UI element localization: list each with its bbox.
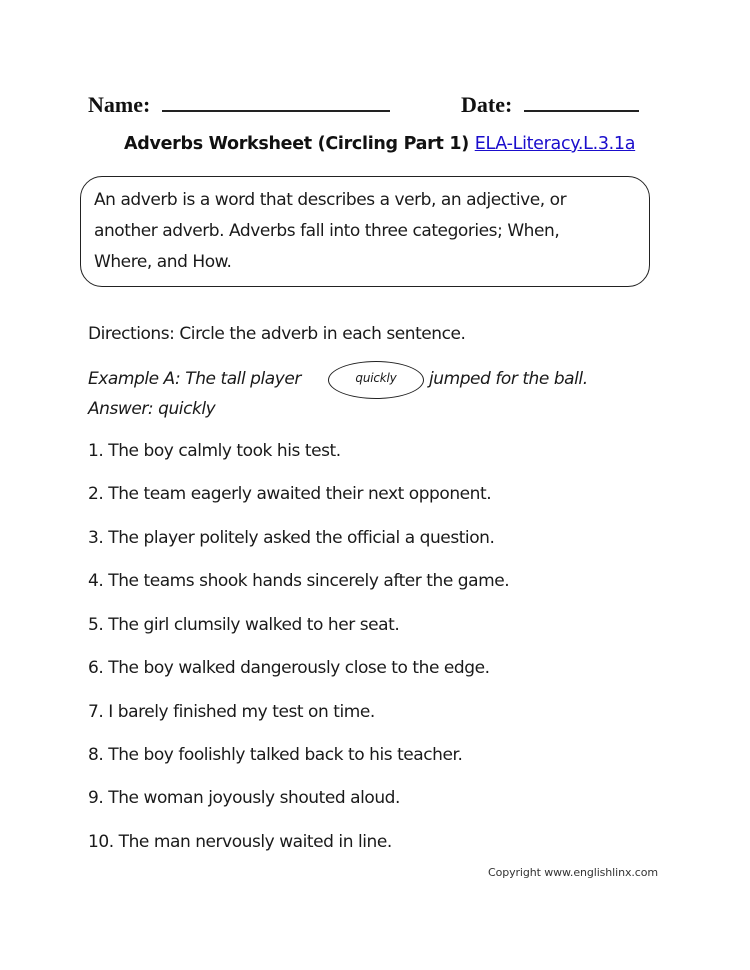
date-blank-line[interactable] bbox=[524, 90, 639, 112]
name-blank-line[interactable] bbox=[162, 90, 390, 112]
sentence-item: 9. The woman joyously shouted aloud. bbox=[88, 788, 400, 808]
sentence-item: 4. The teams shook hands sincerely after the game. bbox=[88, 571, 510, 591]
example-answer: Answer: quickly bbox=[88, 399, 216, 419]
sentence-item: 8. The boy foolishly talked back to his teacher. bbox=[88, 745, 463, 765]
definition-line: An adverb is a word that describes a verb, an adjective, or bbox=[94, 190, 567, 210]
example-circled-word bbox=[328, 361, 424, 399]
name-field bbox=[88, 90, 390, 118]
definition-line: another adverb. Adverbs fall into three categories; When, bbox=[94, 221, 560, 241]
sentence-item: 1. The boy calmly took his test. bbox=[88, 441, 341, 461]
date-field bbox=[461, 90, 639, 118]
copyright-notice: Copyright www.englishlinx.com bbox=[488, 866, 658, 879]
directions: Directions: Circle the adverb in each sentence. bbox=[88, 324, 466, 344]
sentence-item: 3. The player politely asked the official a question. bbox=[88, 528, 495, 548]
example-prefix: Example A: The tall player bbox=[88, 369, 301, 389]
sentence-item: 6. The boy walked dangerously close to the edge. bbox=[88, 658, 490, 678]
date-label: Date: bbox=[461, 92, 513, 117]
sentence-item: 7. I barely finished my test on time. bbox=[88, 702, 375, 722]
standard-link[interactable]: ELA-Literacy.L.3.1a bbox=[474, 134, 636, 154]
worksheet-title bbox=[124, 134, 635, 154]
circled-word-text: quickly bbox=[355, 371, 397, 385]
sentence-item: 2. The team eagerly awaited their next opponent. bbox=[88, 484, 492, 504]
sentence-item: 10. The man nervously waited in line. bbox=[88, 832, 392, 852]
title-text: Adverbs Worksheet (Circling Part 1) bbox=[124, 134, 469, 154]
definition-line: Where, and How. bbox=[94, 252, 232, 272]
name-label: Name: bbox=[88, 92, 151, 117]
example-suffix: jumped for the ball. bbox=[429, 369, 588, 389]
sentence-item: 5. The girl clumsily walked to her seat. bbox=[88, 615, 400, 635]
definition-text bbox=[94, 185, 566, 278]
